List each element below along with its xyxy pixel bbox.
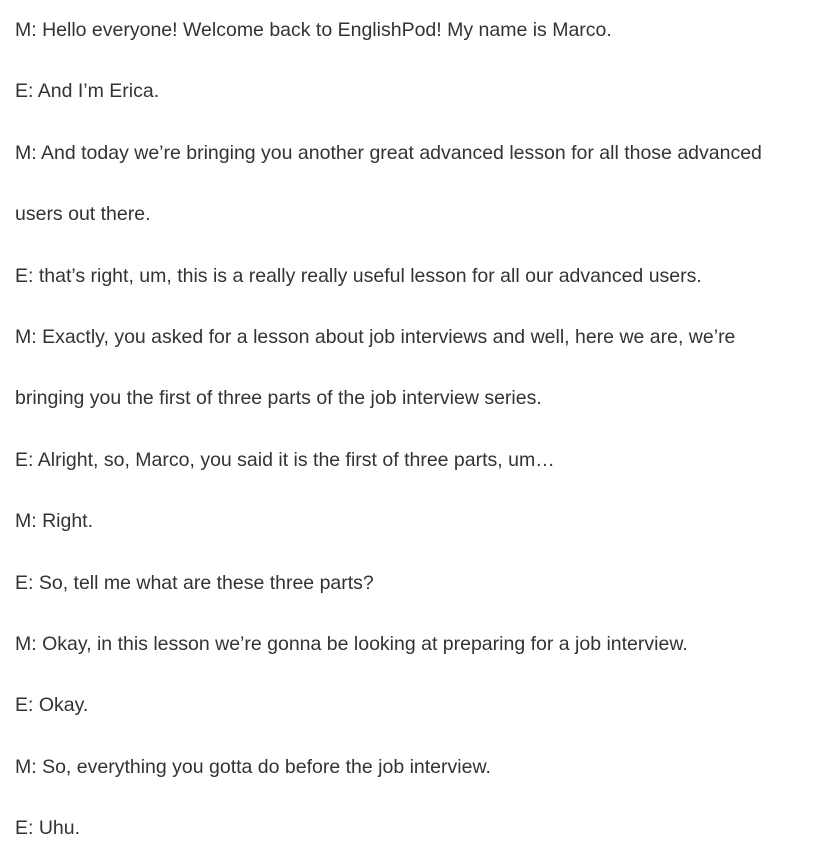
transcript-line: bringing you the first of three parts of the job interview series. xyxy=(15,387,542,410)
transcript-line: M: Hello everyone! Welcome back to EnglishPod! My name is Marco. xyxy=(15,19,612,41)
transcript xyxy=(15,0,815,860)
transcript-line: M: Okay, in this lesson we’re gonna be looking at preparing for a job interview. xyxy=(15,633,688,656)
transcript-line: M: Exactly, you asked for a lesson about job interviews and well, here we are, we’re xyxy=(15,326,736,349)
transcript-line: E: Alright, so, Marco, you said it is the first of three parts, um… xyxy=(15,448,555,471)
transcript-line: E: that’s right, um, this is a really really useful lesson for all our advanced users. xyxy=(15,264,702,287)
transcript-line: M: So, everything you gotta do before the job interview. xyxy=(15,755,491,778)
transcript-line: M: Right. xyxy=(15,510,94,533)
transcript-line: E: Uhu. xyxy=(15,817,81,840)
transcript-line: E: And I’m Erica. xyxy=(15,80,160,103)
transcript-line: M: And today we’re bringing you another great advanced lesson for all those advanced xyxy=(15,141,762,164)
transcript-line: E: Okay. xyxy=(15,694,89,717)
transcript-line: users out there. xyxy=(15,203,151,226)
transcript-line: E: So, tell me what are these three parts? xyxy=(15,571,374,594)
